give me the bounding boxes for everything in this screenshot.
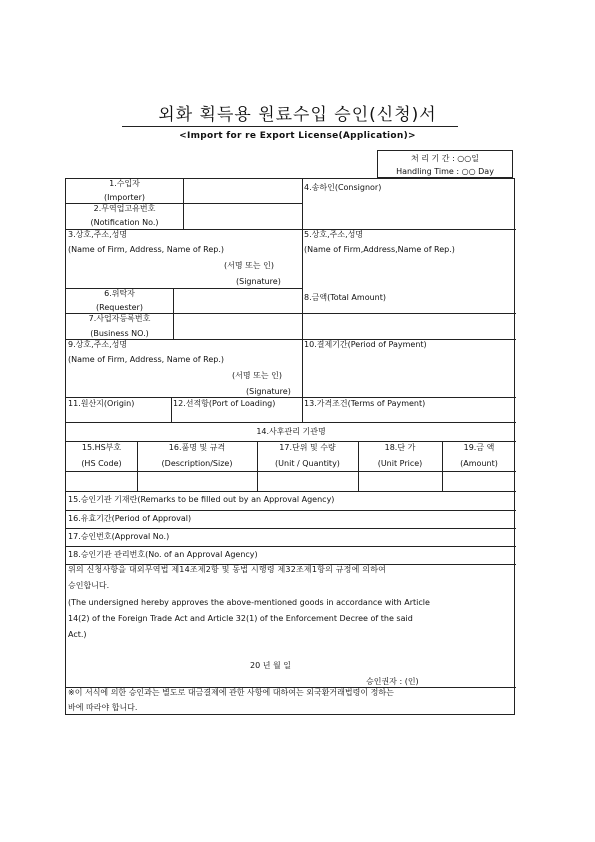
firm5-label-en: (Name of Firm,Address,Name of Rep.) [304, 245, 455, 254]
rule [66, 422, 516, 423]
rule [66, 546, 516, 547]
firm5-label-ko: 5.상호,주소,성명 [304, 230, 364, 239]
approver-line: 승인권자 : (인) [366, 677, 419, 686]
rule [66, 441, 516, 442]
period-payment-label: 10.결제기간(Period of Payment) [304, 340, 427, 349]
remarks-label: 15.승인기관 기재란(Remarks to be filled out by an Approval Agency) [68, 495, 335, 504]
importer-label-en: (Importer) [103, 193, 145, 202]
approval-no-label: 17.승인번호(Approval No.) [68, 532, 170, 541]
handling-time-en: Handling Time : ○○ Day [396, 167, 494, 176]
handling-time-box [377, 150, 513, 178]
amt-label-en: (Amount) [460, 459, 498, 468]
customs-agency-label: 14.사후관리 기관명 [256, 427, 326, 436]
rule [171, 397, 172, 422]
unit-label-en: (Unit / Quantity) [275, 459, 340, 468]
requester-label-en: (Requester) [96, 303, 143, 312]
business-label-ko: 7.사업자등록번호 [88, 314, 151, 323]
business-label-en: (Business NO.) [90, 329, 149, 338]
rule [66, 491, 516, 492]
statement-ko-line2: 승인합니다. [68, 581, 110, 590]
rule [173, 288, 174, 339]
notification-label-en: (Notification No.) [90, 218, 159, 227]
rule [66, 510, 516, 511]
rule [66, 339, 516, 340]
agency-no-label: 18.승인기관 관리번호(No. of an Approval Agency) [68, 550, 258, 559]
rule [302, 179, 303, 339]
desc-label-ko: 16.품명 및 규격 [168, 443, 226, 452]
firm9-label-en: (Name of Firm, Address, Name of Rep.) [68, 355, 224, 364]
handling-time-ko: 처 리 기 간 : ○○일 [410, 154, 479, 163]
statement-en-line3: Act.) [68, 630, 87, 639]
sign3-label-ko: (서명 또는 인) [224, 261, 274, 270]
importer-label-ko: 1.수입자 [109, 179, 140, 188]
rule [66, 229, 516, 230]
consignor-label: 4.송하인(Consignor) [304, 183, 382, 192]
statement-en-line1: (The undersigned hereby approves the above-mentioned goods in accordance with Article [68, 598, 430, 607]
amount-label: 8.금액(Total Amount) [304, 293, 386, 302]
requester-label-ko: 6.위탁자 [104, 289, 135, 298]
firm3-label-ko: 3.상호,주소,성명 [68, 230, 128, 239]
origin-label: 11.원산지(Origin) [68, 399, 135, 408]
desc-label-en: (Description/Size) [161, 459, 233, 468]
terms-label: 13.가격조건(Terms of Payment) [304, 399, 426, 408]
note-line2: 바에 따라야 합니다. [68, 703, 138, 712]
loading-label: 12.선적항(Port of Loading) [173, 399, 276, 408]
rule [66, 471, 516, 472]
amt-label-ko: 19.금 액 [463, 443, 495, 452]
period-approval-label: 16.유효기간(Period of Approval) [68, 514, 192, 523]
rule [66, 397, 516, 398]
statement-en-line2: 14(2) of the Foreign Trade Act and Article 32(1) of the Enforcement Decree of the said [68, 614, 413, 623]
price-label-en: (Unit Price) [377, 459, 423, 468]
hs-label-en: (HS Code) [81, 459, 122, 468]
sign3-label-en: (Signature) [236, 277, 281, 286]
note-line1: ※이 서식에 의한 승인과는 별도로 대금결제에 관한 사항에 대하여는 외국환거래법령이 정하는 [68, 688, 394, 697]
unit-label-ko: 17.단위 및 수량 [279, 443, 336, 452]
title-underline [122, 126, 458, 127]
sign9-label-en: (Signature) [246, 387, 291, 396]
document-title: 외화 획득용 원료수입 승인(신청)서 [158, 105, 437, 125]
price-label-ko: 18.단 가 [384, 443, 416, 452]
firm9-label-ko: 9.상호,주소,성명 [68, 340, 128, 349]
sign9-label-ko: (서명 또는 인) [232, 371, 282, 380]
notification-label-ko: 2.무역업고유번호 [93, 204, 156, 213]
application-form [65, 178, 515, 715]
statement-ko-line1: 위의 신청사항을 대외무역법 제14조제2항 및 동법 시행령 제32조제1항의 규정에 의하여 [68, 565, 387, 574]
rule [66, 528, 516, 529]
date-line: 20 년 월 일 [250, 661, 291, 670]
rule [302, 397, 303, 422]
hs-label-ko: 15.HS부호 [81, 443, 122, 452]
document-subtitle: <Import for re Export License(Application)> [179, 131, 416, 141]
rule [183, 179, 184, 229]
firm3-label-en: (Name of Firm, Address, Name of Rep.) [68, 245, 224, 254]
